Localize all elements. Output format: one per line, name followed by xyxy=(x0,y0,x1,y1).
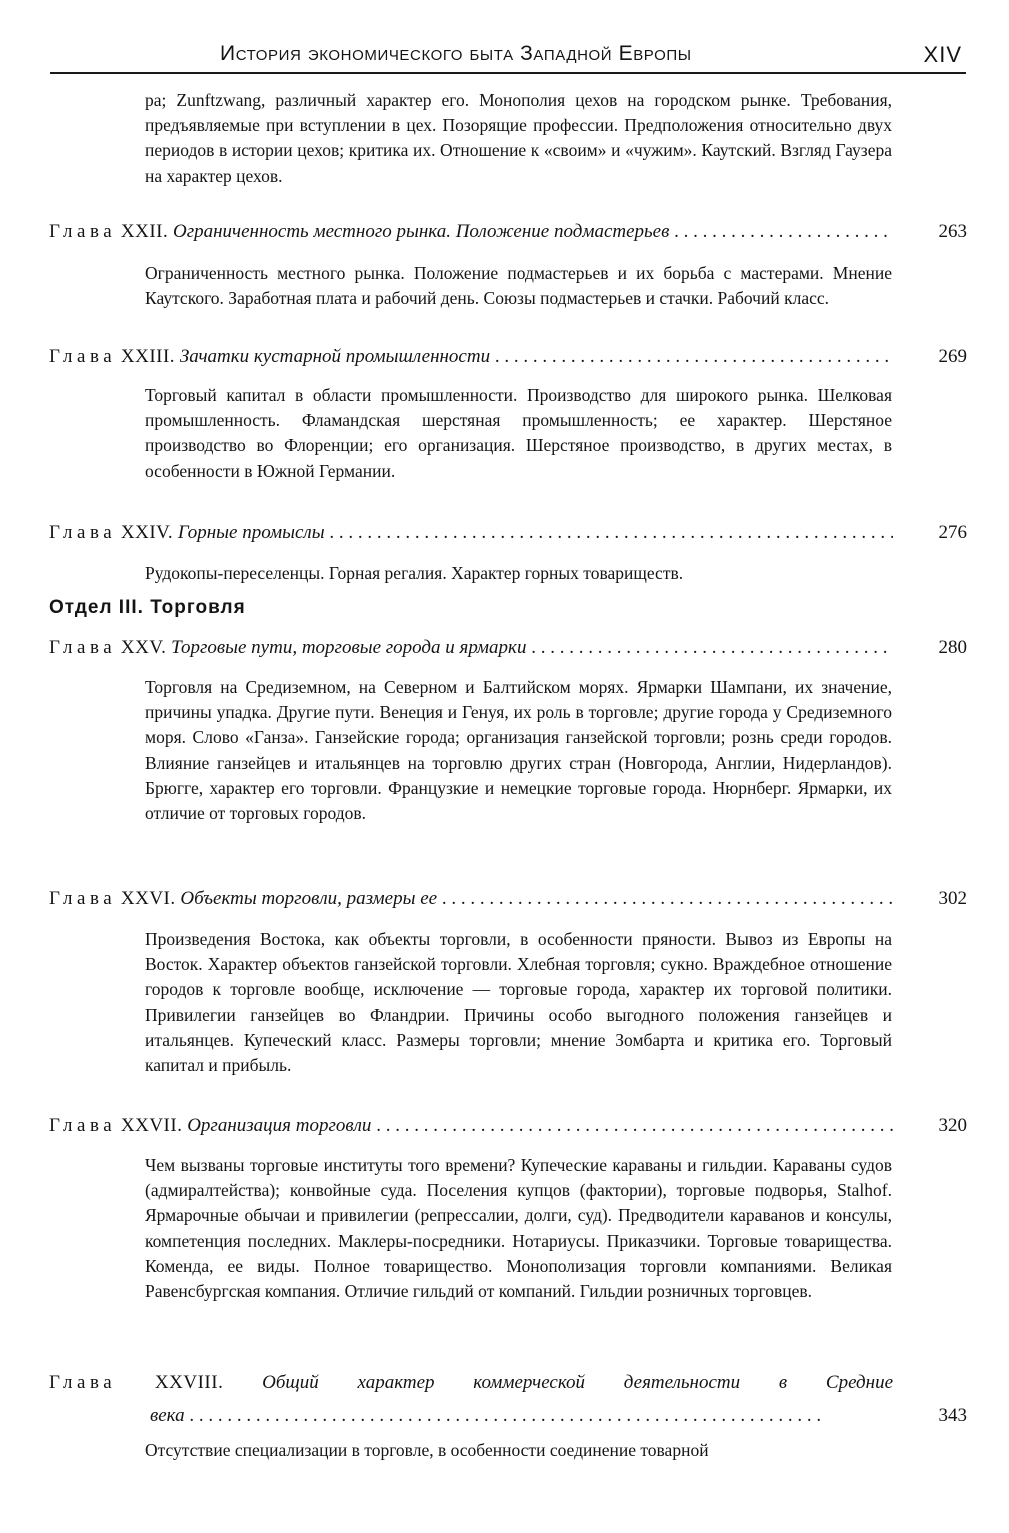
chapter-label: Глава xyxy=(49,888,117,909)
toc-entry-xxii[interactable] xyxy=(49,221,969,251)
chapter-title-continued: века xyxy=(150,1405,185,1426)
chapter-number: XXII. xyxy=(120,221,169,242)
chapter-summary-xxviii: Отсутствие специализации в торговле, в особенности соединение товарной xyxy=(145,1440,709,1460)
chapter-label: Глава xyxy=(49,1372,117,1393)
chapter-number: XXIV. xyxy=(120,522,174,543)
chapter-page: 276 xyxy=(938,522,967,543)
chapter-page: 269 xyxy=(938,346,967,367)
running-title: История экономического быта Западной Европы xyxy=(220,42,692,65)
section-heading: Отдел III. Торговля xyxy=(49,597,246,618)
chapter-title: Торговые пути, торговые города и ярмарки xyxy=(171,637,527,658)
chapter-page: 302 xyxy=(938,888,967,909)
toc-entry-xxvii[interactable] xyxy=(49,1115,969,1145)
chapter-label: Глава xyxy=(49,346,117,367)
chapter-title: Объекты торговли, размеры ее xyxy=(180,888,438,909)
chapter-summary-xxv: Торговля на Средиземном, на Северном и Балтийском морях. Ярмарки Шампани, их значение, причины упадка. Другие пути. Венеция и Генуя, их роль в торговле; другие города у Средиземного моря. Слово «Ганза». Ганзейские города; организация ганзейской торговли; рознь среди городов. Влияние ганзейцев и итальянцев на торговлю других стран (Новгорода, Англии, Нидерландов). Брюгге, характер его торговли. Французкие и немецкие торговые города. Нюрнберг. Ярмарки, их отличие от торговых городов. xyxy=(145,677,892,824)
chapter-number: XXVIII. xyxy=(154,1372,224,1393)
chapter-number: XXIII. xyxy=(120,346,176,367)
toc-entry-xxv[interactable] xyxy=(49,637,969,667)
toc-entry-xxvi[interactable] xyxy=(49,888,969,918)
page-number: XIV xyxy=(923,42,962,67)
chapter-title: Ограниченность местного рынка. Положение подмастерьев xyxy=(172,221,670,242)
chapter-label: Глава xyxy=(49,221,117,242)
chapter-title: Горные промыслы xyxy=(177,522,325,543)
toc-entry-xxiii[interactable] xyxy=(49,346,969,376)
intro-paragraph: ра; Zunftzwang, различный характер его. Монополия цехов на городском рынке. Требования, предъявляемые при вступлении в цех. Позорящие профессии. Предположения относительно двух периодов в истории цехов; критика их. Отношение к «своим» и «чужим». Каутский. Взгляд Гаузера на характер цехов. xyxy=(145,90,892,186)
chapter-summary-xxii: Ограниченность местного рынка. Положение подмастерьев и их борьба с мастерами. Мнение Каутского. Заработная плата и рабочий день. Союзы подмастерьев и стачки. Рабочий класс. xyxy=(145,263,892,309)
chapter-title: Зачатки кустарной промышленности xyxy=(179,346,491,367)
toc-entry-xxiv[interactable] xyxy=(49,522,969,552)
chapter-summary-xxvii: Чем вызваны торговые институты того времени? Купеческие караваны и гильдии. Караваны судов (адмиралтейства); конвойные суда. Поселения купцов (фактории), торговые подворья, Stalhof. Ярмарочные обычаи и привилегии (репрессалии, долги, суд). Предводители караванов и консулы, компетенция последних. Маклеры-посредники. Нотариусы. Приказчики. Торговые товарищества. Коменда, ее виды. Полное товарищество. Монополизация торговли компаниями. Великая Равенсбургская компания. Отличие гильдий от компаний. Гильдии розничных торговцев. xyxy=(145,1155,892,1302)
chapter-page: 263 xyxy=(938,221,967,242)
chapter-summary-xxvi: Произведения Востока, как объекты торговли, в особенности пряности. Вывоз из Европы на Восток. Характер объектов ганзейской торговли. Хлебная торговля; сукно. Враждебное отношение городов к торговле вообще, исключение — торговые города, характер их торговой политики. Привилегии ганзейцев во Фландрии. Причины особо выгодного положения ганзейцев и итальянцев. Купеческий класс. Размеры торговли; мнение Зомбарта и критика его. Торговый капитал и прибыль. xyxy=(145,929,892,1076)
chapter-title: Организация торговли xyxy=(187,1115,372,1136)
chapter-page: 343 xyxy=(938,1405,967,1426)
chapter-summary-xxiv: Рудокопы-переселенцы. Горная регалия. Характер горных товариществ. xyxy=(145,563,684,583)
chapter-number: XXV. xyxy=(120,637,167,658)
chapter-number: XXVI. xyxy=(120,888,176,909)
running-head xyxy=(50,38,966,74)
chapter-label: Глава xyxy=(49,637,117,658)
chapter-page: 320 xyxy=(938,1115,967,1136)
chapter-summary-xxiii: Торговый капитал в области промышленности. Производство для широкого рынка. Шелковая промышленность. Фламандская шерстяная промышленность; ее характер. Шерстяное производство во Флоренции; его организация. Шерстяное производство, в других местах, в особенности в Южной Германии. xyxy=(145,385,892,481)
chapter-number: XXVII. xyxy=(120,1115,183,1136)
chapter-page: 280 xyxy=(938,637,967,658)
chapter-label: Глава xyxy=(49,522,117,543)
chapter-label: Глава xyxy=(49,1115,117,1136)
chapter-title: Общий характер коммерческой деятельности в Средние xyxy=(262,1372,894,1393)
